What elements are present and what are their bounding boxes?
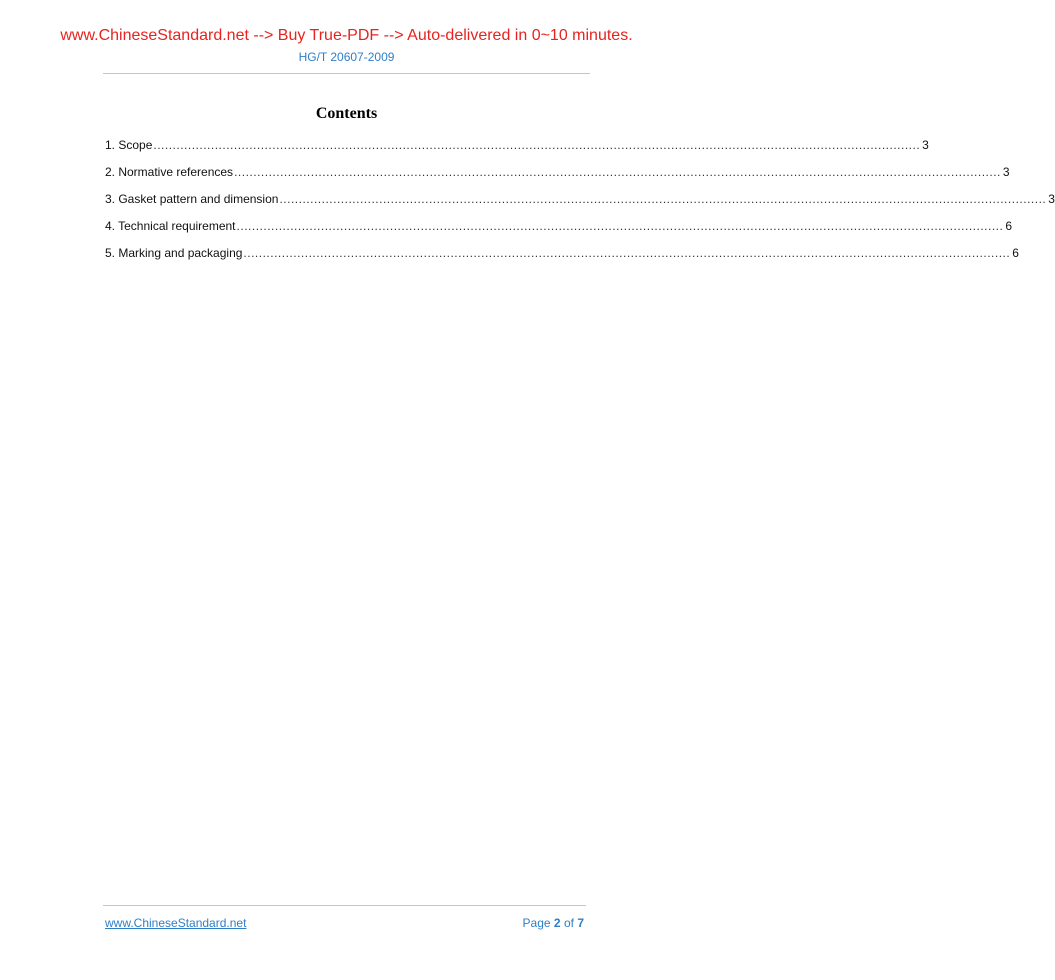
toc-entry-label: 2. Normative references — [105, 165, 234, 179]
toc-entry-page: 6 — [1012, 246, 1019, 260]
page-separator: of — [563, 916, 574, 930]
header-divider — [103, 73, 590, 74]
toc-entry-label: 4. Technical requirement — [105, 219, 236, 233]
toc-entry-label: 5. Marking and packaging — [105, 246, 243, 260]
toc-entry-page: 3 — [922, 138, 929, 152]
page-prefix: Page — [522, 916, 551, 930]
toc-entry-page: 6 — [1005, 219, 1013, 233]
toc-dot-leader: ........................................................................................................................................................................................................ — [279, 192, 1047, 206]
toc-entry-label: 3. Gasket pattern and dimension — [105, 192, 279, 206]
total-pages-number: 7 — [577, 916, 584, 930]
toc-entry-page: 3 — [1048, 192, 1055, 206]
footer-divider — [103, 905, 586, 906]
toc-dot-leader: ........................................................................................................................................................................................................ — [153, 138, 921, 152]
contents-title: Contents — [315, 105, 378, 122]
toc-entry-scope[interactable] — [105, 137, 929, 164]
toc-entry-technical-requirement[interactable] — [105, 218, 1013, 245]
toc-entry-marking-packaging[interactable] — [105, 245, 1019, 272]
table-of-contents — [105, 137, 1055, 272]
footer-site-link[interactable]: www.ChineseStandard.net — [105, 916, 247, 930]
toc-entry-label: 1. Scope — [105, 138, 153, 152]
toc-dot-leader: ........................................................................................................................................................................................................ — [243, 246, 1011, 260]
document-code: HG/T 20607-2009 — [298, 50, 395, 64]
purchase-banner[interactable]: www.ChineseStandard.net --> Buy True-PDF --> Auto-delivered in 0~10 minutes. — [60, 27, 633, 44]
page-indicator — [523, 916, 584, 930]
toc-dot-leader: ........................................................................................................................................................................................................ — [236, 219, 1004, 233]
toc-dot-leader: ........................................................................................................................................................................................................ — [234, 165, 1001, 179]
current-page-number: 2 — [553, 916, 561, 930]
toc-entry-page: 3 — [1002, 165, 1010, 179]
toc-entry-gasket-pattern[interactable] — [105, 191, 1055, 218]
toc-entry-normative-references[interactable] — [105, 164, 1010, 191]
